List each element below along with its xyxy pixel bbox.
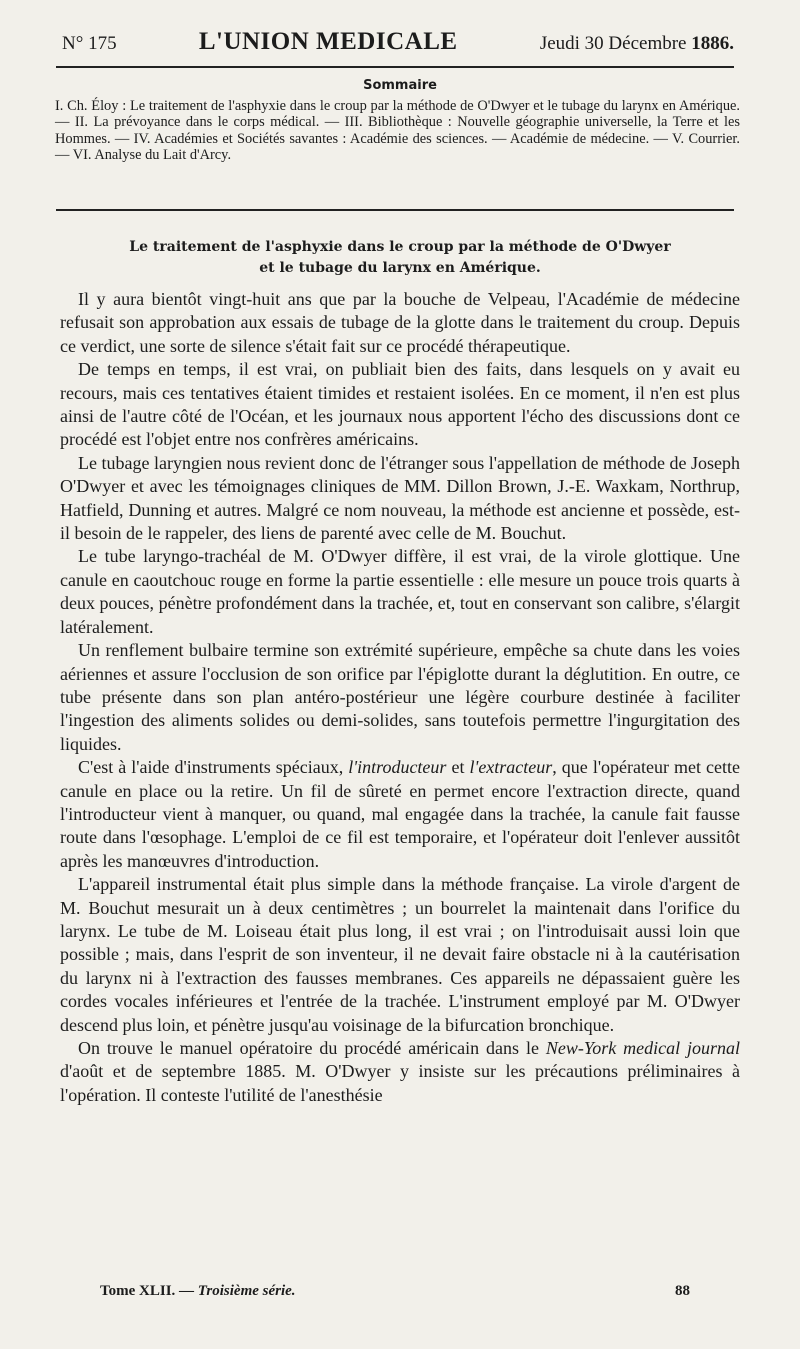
article-title (60, 237, 740, 279)
article-body (60, 288, 740, 1107)
sommaire-heading: Sommaire (363, 78, 437, 93)
page-footer (100, 1283, 690, 1300)
paragraph-text: d'août et de septembre 1885. M. O'Dwyer y insiste sur les précautions préliminaires à l'opération. Il conteste l'utilité de l'anesthésie (60, 1061, 740, 1105)
paragraph: Un renflement bulbaire termine son extrémité supérieure, empêche sa chute dans les voies aériennes et assure l'occlusion de son orifice par l'épiglotte durant la déglutition. En outre, ce tube présente dans son plan antéro-postérieur une légère courbure destinée à faciliter l'ingestion des aliments solides ou demi-solides, sans toutefois permettre l'ingurgitation des liquides. (60, 640, 740, 754)
paragraph: Le tubage laryngien nous revient donc de l'étranger sous l'appellation de méthode de Joseph O'Dwyer et avec les témoignages cliniques de MM. Dillon Brown, J.-E. Waxkam, Northrup, Hatfield, Dunning et autres. Malgré ce nom nouveau, la méthode est ancienne et possède, est-il besoin de le rappeler, des liens de parenté avec celle de M. Bouchut. (60, 452, 740, 544)
paragraph-text: C'est à l'aide d'instruments spéciaux, (78, 757, 349, 778)
date-year: 1886. (691, 33, 734, 54)
paragraph (60, 1037, 740, 1107)
article-title-line1: Le traitement de l'asphyxie dans le croup par la méthode de O'Dwyer (129, 239, 671, 255)
paragraph-text: , que l'opérateur met cette canule en place ou la retire. Un fil de sûreté en permet encore l'extraction directe, quand l'introducteur vient à manquer, ou quand, mal engagée dans la trachée, la canule fait fausse route dans l'œsophage. L'emploi de ce fil est temporaire, et l'opérateur doit l'enlever aussitôt après les manœuvres d'introduction. (60, 757, 741, 871)
sommaire-text: I. Ch. Éloy : Le traitement de l'asphyxie dans le croup par la méthode de O'Dwyer et le tubage du larynx en Amérique. — II. La prévoyance dans le corps médical. — III. Bibliothèque : Nouvelle géographie universelle, la Terre et les Hommes. — IV. Académies et Sociétés savantes : Académie des sciences. — Académie de médecine. — V. Courrier. — VI. Analyse du Lait d'Arcy. (55, 98, 740, 163)
sommaire-rule (56, 209, 734, 211)
paragraph (60, 756, 740, 873)
italic-term: l'extracteur (469, 757, 553, 778)
paragraph-text: On trouve le manuel opératoire du procédé américain dans le (78, 1038, 546, 1058)
italic-term: l'introducteur (348, 757, 447, 778)
paragraph: Il y aura bientôt vingt-huit ans que par la bouche de Velpeau, l'Académie de médecine refusait son approbation aux essais de tubage de la glotte dans le traitement du croup. Depuis ce verdict, une sorte de silence s'était fait sur ce procédé thérapeutique. (60, 289, 740, 356)
paragraph: De temps en temps, il est vrai, on publiait bien des faits, dans lesquels on y avait eu recours, mais ces tentatives étaient timides et restaient isolées. En ce moment, il n'en est plus ainsi de l'autre côté de l'Océan, et les journaux nous apportent l'écho des discussions dont ce procédé est l'objet entre nos confrères américains. (60, 359, 740, 450)
tome-label (100, 1283, 296, 1300)
serie-text: Troisième série. (197, 1283, 296, 1299)
paragraph: L'appareil instrumental était plus simple dans la méthode française. La virole d'argent de M. Bouchut mesurait un à deux centimètres ; un bourrelet la maintenait dans l'orifice du larynx. Le tube de M. Loiseau était plus long, il est vrai ; on l'introduisait aussi loin que possible ; mais, dans l'esprit de son inventeur, il ne devait faire obstacle ni à la cautérisation du larynx ni à l'extraction des fausses membranes. Ces appareils ne dépassaient guère les cordes vocales inférieures et l'entrée de la trachée. L'instrument employé par M. O'Dwyer descend plus loin, et pénètre jusqu'au voisinage de la bifurcation bronchique. (60, 874, 740, 1035)
header-rule (56, 66, 734, 68)
date-text: Jeudi 30 Décembre (539, 33, 692, 54)
article-title-line2: et le tubage du larynx en Amérique. (259, 260, 541, 276)
paragraph-text: et (446, 757, 470, 778)
page-number: 88 (675, 1283, 690, 1299)
issue-date (540, 33, 734, 55)
italic-journal-name: New-York medical journal (545, 1038, 741, 1058)
page-header (62, 28, 734, 64)
sommaire-block (55, 98, 740, 163)
paragraph: Le tube laryngo-trachéal de M. O'Dwyer diffère, il est vrai, de la virole glottique. Une canule en caoutchouc rouge en forme la partie essentielle : elle mesure un pouce trois quarts à deux pouces, pénètre profondément dans la trachée, et, tout en conservant son calibre, s'élargit latéralement. (60, 546, 740, 637)
journal-title: L'UNION MEDICALE (198, 28, 458, 55)
issue-number: N° 175 (62, 33, 117, 54)
tome-text: Tome XLII. — (100, 1283, 198, 1299)
